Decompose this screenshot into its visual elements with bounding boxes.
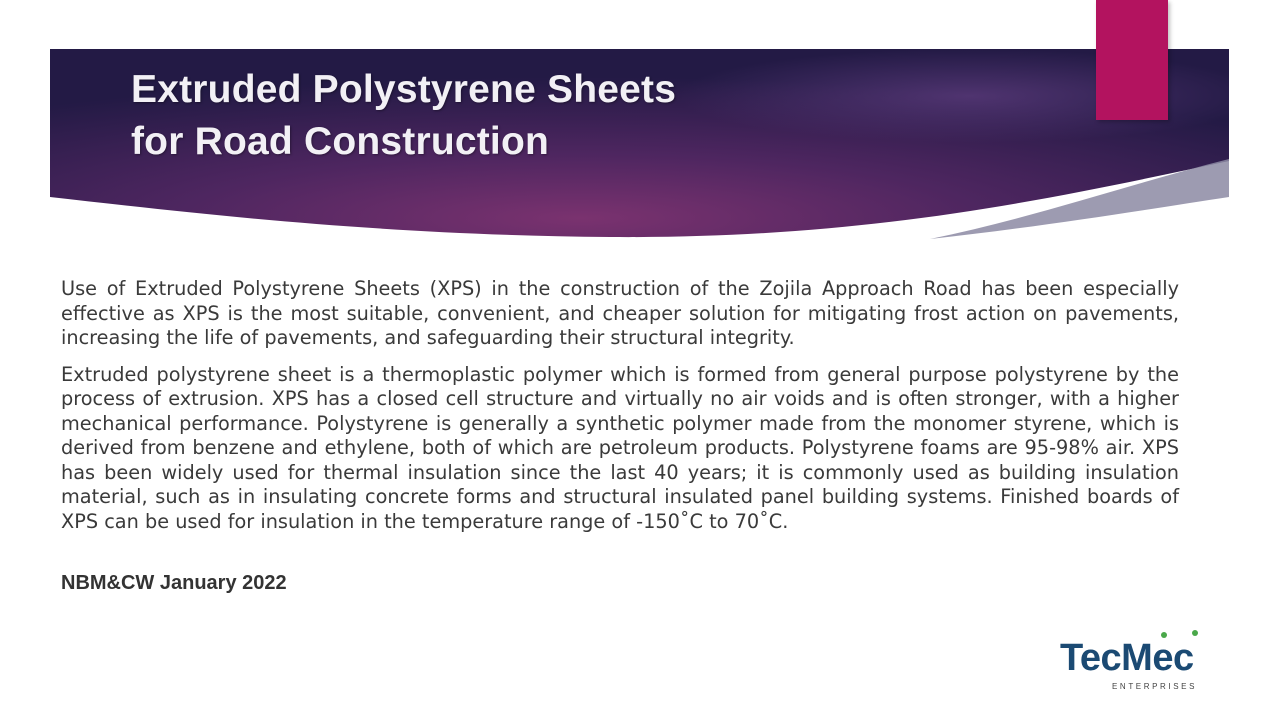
source-citation: NBM&CW January 2022: [61, 572, 287, 594]
slide-title: [131, 64, 676, 168]
title-line-2: for Road Construction: [131, 120, 550, 163]
logo-subtitle: ENTERPRISES: [1112, 682, 1198, 691]
title-line-1: Extruded Polystyrene Sheets: [131, 68, 677, 111]
paragraph-1: Use of Extruded Polystyrene Sheets (XPS) in the construction of the Zojila Approach Road has been especially effective as XPS is the most suitable, convenient, and cheaper solution for mitigating frost action on pavements, increasing the life of pavements, and safeguarding their structural integrity.: [61, 277, 1179, 349]
logo-wordmark: TecMec: [1060, 637, 1194, 679]
accent-tab: [1096, 0, 1168, 120]
paragraph-2: Extruded polystyrene sheet is a thermoplastic polymer which is formed from general purpose polystyrene by the process of extrusion. XPS has a closed cell structure and virtually no air voids and is often stronger, with a higher mechanical performance. Polystyrene is generally a synthetic polymer made from the monomer styrene, which is derived from benzene and ethylene, both of which are petroleum products. Polystyrene foams are 95-98% air. XPS has been widely used for thermal insulation since the last 40 years; it is commonly used as building insulation material, such as in insulating concrete forms and structural insulated panel building systems. Finished boards of XPS can be used for insulation in the temperature range of -150˚C to 70˚C.: [61, 362, 1179, 533]
slide-body: [61, 277, 1179, 546]
tecmec-logo: [1058, 628, 1223, 694]
